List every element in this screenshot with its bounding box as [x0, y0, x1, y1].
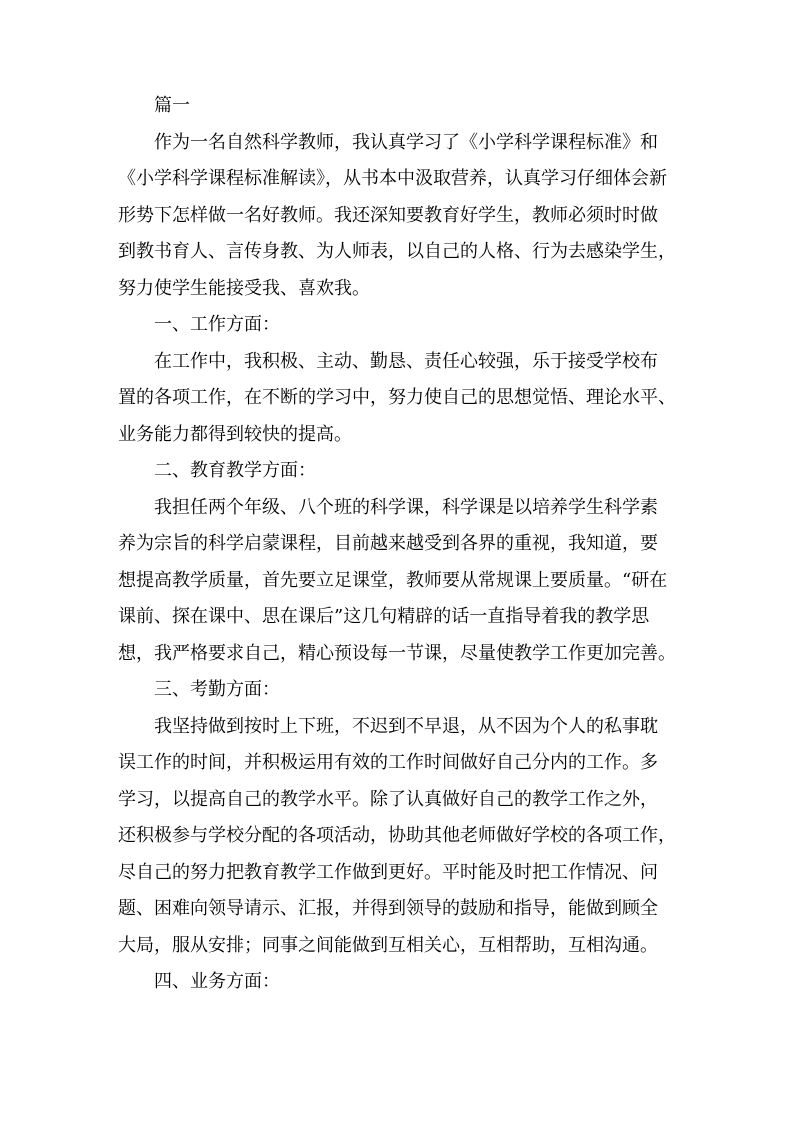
- paragraph-line: 我担任两个年级、八个班的科学课，科学课是以培养学生科学素: [154, 496, 658, 518]
- section-title: 篇一: [154, 95, 190, 116]
- heading-teaching: 二、教育教学方面：: [154, 460, 316, 481]
- paragraph-work: [118, 344, 678, 454]
- paragraph-attendance: [118, 709, 678, 965]
- paragraph-line: 作为一名自然科学教师，我认真学习了《小学科学课程标准》和: [154, 131, 658, 153]
- paragraph-line: 大局，服从安排；同事之间能做到互相关心，互相帮助，互相沟通。: [118, 934, 658, 956]
- document-body: [118, 88, 678, 1001]
- heading-business: 四、业务方面：: [154, 971, 280, 992]
- paragraph-line: 想，我严格要求自己，精心预设每一节课，尽量使教学工作更加完善。: [118, 642, 676, 664]
- paragraph-line: 养为宗旨的科学启蒙课程，目前越来越受到各界的重视，我知道，要: [118, 533, 658, 554]
- paragraph-line: 误工作的时间，并积极运用有效的工作时间做好自己分内的工作。多: [118, 752, 658, 773]
- heading-attendance: 三、考勤方面：: [154, 679, 280, 700]
- paragraph-intro: [118, 125, 678, 308]
- paragraph-line: 还积极参与学校分配的各项活动，协助其他老师做好学校的各项工作，: [118, 825, 676, 846]
- paragraph-line: 我坚持做到按时上下班，不迟到不早退，从不因为个人的私事耽: [154, 715, 658, 737]
- heading-work: 一、工作方面：: [154, 314, 280, 335]
- paragraph-line: 到教书育人、言传身教、为人师表，以自己的人格、行为去感染学生，: [118, 241, 676, 262]
- paragraph-teaching: [118, 490, 678, 673]
- paragraph-line: 努力使学生能接受我、喜欢我。: [118, 277, 370, 299]
- paragraph-line: 课前、探在课中、思在课后”这几句精辟的话一直指导着我的教学思: [118, 606, 650, 627]
- paragraph-line: 业务能力都得到较快的提高。: [118, 423, 352, 445]
- paragraph-line: 置的各项工作，在不断的学习中，努力使自己的思想觉悟、理论水平、: [118, 387, 676, 408]
- paragraph-line: 题、困难向领导请示、汇报，并得到领导的鼓励和指导，能做到顾全: [118, 898, 658, 919]
- paragraph-line: 尽自己的努力把教育教学工作做到更好。平时能及时把工作情况、问: [118, 861, 658, 883]
- paragraph-line: 想提高教学质量，首先要立足课堂，教师要从常规课上要质量。“研在: [118, 569, 668, 591]
- paragraph-line: 学习，以提高自己的教学水平。除了认真做好自己的教学工作之外，: [118, 788, 658, 810]
- paragraph-line: 《小学科学课程标准解读》，从书本中汲取营养，认真学习仔细体会新: [118, 168, 667, 189]
- paragraph-line: 形势下怎样做一名好教师。我还深知要教育好学生，教师必须时时做: [118, 204, 658, 226]
- paragraph-line: 在工作中，我积极、主动、勤恳、责任心较强，乐于接受学校布: [154, 350, 658, 372]
